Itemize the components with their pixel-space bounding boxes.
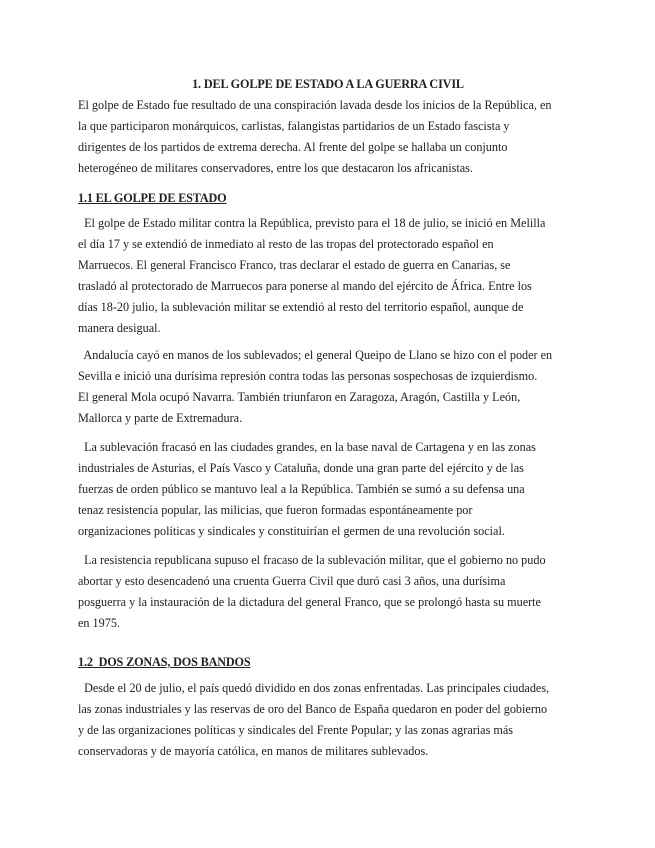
text-line: Sevilla e inició una durísima represión contra todas las personas sospechosas de izquierdismo.: [78, 369, 538, 383]
text-line: abortar y esto desencadenó una cruenta Guerra Civil que duró casi 3 años, una durísima: [78, 574, 506, 588]
text-line: fuerzas de orden público se mantuvo leal a la República. También se sumó a su defensa una: [78, 482, 525, 496]
text-line: las zonas industriales y las reservas de oro del Banco de España quedaron en poder del gobierno: [78, 702, 548, 716]
text-line: dirigentes de los partidos de extrema derecha. Al frente del golpe se hallaba un conjunto: [78, 140, 508, 154]
text-line: Desde el 20 de julio, el país quedó dividido en dos zonas enfrentadas. Las principales ciudades,: [78, 681, 550, 695]
text-line: Mallorca y parte de Extremadura.: [78, 411, 243, 425]
main-heading: 1. DEL GOLPE DE ESTADO A LA GUERRA CIVIL: [192, 77, 464, 91]
section-1-1-paragraph-3: [78, 437, 578, 542]
text-line: La resistencia republicana supuso el fracaso de la sublevación militar, que el gobierno no pudo: [78, 553, 546, 567]
text-line: La sublevación fracasó en las ciudades grandes, en la base naval de Cartagena y en las zonas: [78, 440, 536, 454]
text-line: la que participaron monárquicos, carlistas, falangistas partidarios de un Estado fascista y: [78, 119, 510, 133]
intro-paragraph: [78, 95, 578, 179]
section-heading-1-2: 1.2 DOS ZONAS, DOS BANDOS: [78, 655, 251, 669]
text-line: tenaz resistencia popular, las milicias, que fueron formadas espontáneamente por: [78, 503, 473, 517]
text-line: posguerra y la instauración de la dictadura del general Franco, que se prolongó hasta su muerte: [78, 595, 541, 609]
text-line: El golpe de Estado militar contra la República, previsto para el 18 de julio, se inició en Melilla: [78, 216, 546, 230]
text-line: El golpe de Estado fue resultado de una conspiración lavada desde los inicios de la República, en: [78, 98, 552, 112]
text-line: El general Mola ocupó Navarra. También triunfaron en Zaragoza, Aragón, Castilla y León,: [78, 390, 521, 404]
section-1-1-paragraph-1: [78, 213, 578, 339]
section-1-2-paragraph-1: [78, 678, 578, 762]
text-line: organizaciones políticas y sindicales y constituirían el germen de una revolución social.: [78, 524, 505, 538]
text-line: Andalucía cayó en manos de los sublevados; el general Queipo de Llano se hizo con el poder en: [78, 348, 553, 362]
text-line: conservadoras y de mayoría católica, en manos de militares sublevados.: [78, 744, 429, 758]
section-heading-1-1: 1.1 EL GOLPE DE ESTADO: [78, 191, 227, 205]
text-line: heterogéneo de militares conservadores, entre los que destacaron los africanistas.: [78, 161, 473, 175]
text-line: días 18-20 julio, la sublevación militar se extendió al resto del territorio español, aunque de: [78, 300, 524, 314]
text-line: en 1975.: [78, 616, 120, 630]
text-line: Marruecos. El general Francisco Franco, tras declarar el estado de guerra en Canarias, se: [78, 258, 511, 272]
text-line: trasladó al protectorado de Marruecos para ponerse al mando del ejército de África. Entre los: [78, 279, 532, 293]
text-line: manera desigual.: [78, 321, 161, 335]
text-line: y de las organizaciones políticas y sindicales del Frente Popular; y las zonas agrarias más: [78, 723, 514, 737]
text-line: industriales de Asturias, el País Vasco y Cataluña, donde una gran parte del ejército y de las: [78, 461, 524, 475]
section-1-1-paragraph-4: [78, 550, 578, 634]
text-line: el día 17 y se extendió de inmediato al resto de las tropas del protectorado español en: [78, 237, 494, 251]
section-1-1-paragraph-2: [78, 345, 578, 429]
